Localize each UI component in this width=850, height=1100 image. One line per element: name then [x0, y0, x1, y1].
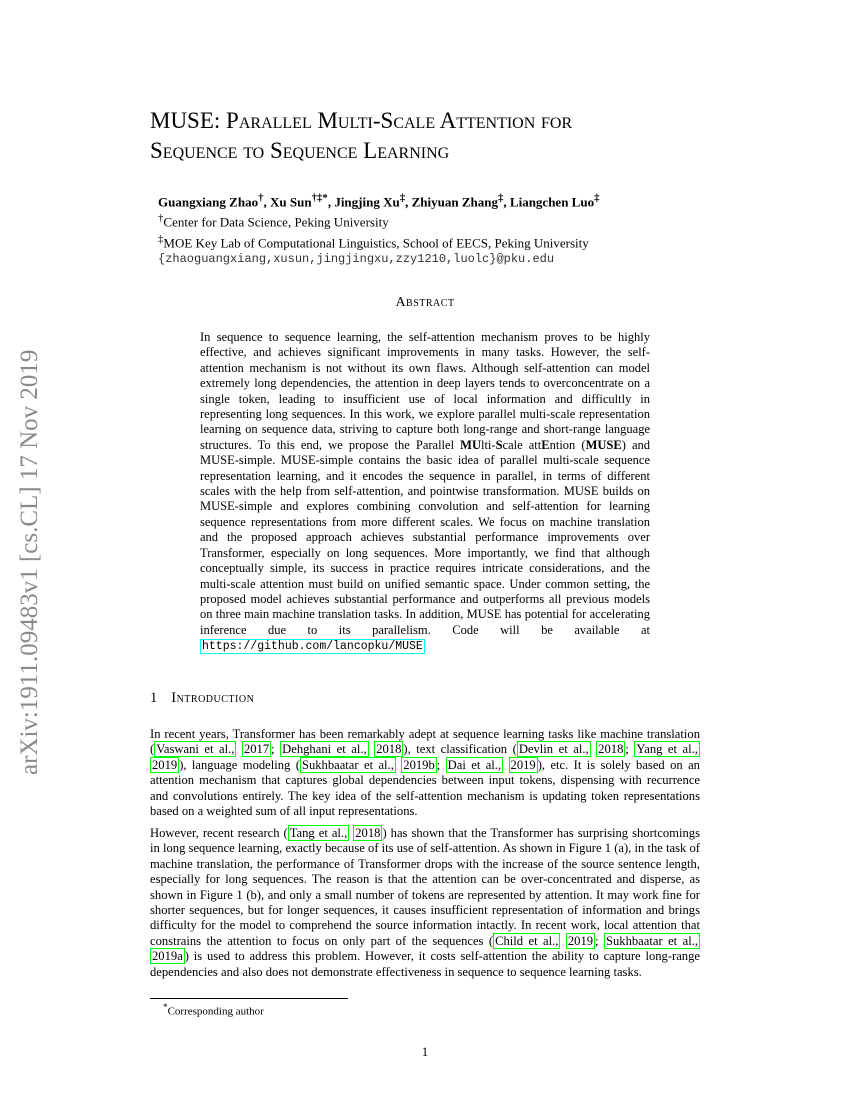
citation-link[interactable]: 2018 — [355, 826, 381, 840]
affiliation-text: MOE Key Lab of Computational Linguistics, School of EECS, Peking University — [163, 234, 589, 250]
citation-link[interactable]: Tang et al., — [289, 826, 348, 840]
author-mark: ‡ — [594, 192, 600, 204]
citation-link[interactable]: Devlin et al., — [518, 742, 589, 757]
body-text: ; — [595, 933, 604, 948]
abstract-text: In sequence to sequence learning, the self-attention mechanism proves to be highly effective, and achieves significant improvements in many tasks. However, the self-attention mechanism is not without its own flaws. Although self-attention can model extremely long dependencies, the attention in deep layers tends to overconcentrate on a single token, leading to insufficient use of local information and difficultly in representing long sequences. In this work, we explore parallel multi-scale representation learning on sequence data, striving to capture both long-range and short-range language structures. To this end, we propose the Parallel — [200, 330, 650, 452]
citation-link[interactable]: 2019 — [510, 757, 536, 772]
body-text: ; — [625, 742, 635, 757]
page-number: 1 — [421, 1044, 429, 1059]
body-text: In recent years, Transformer has been remarkably adept at sequence learning tasks like machine translation ( — [150, 727, 700, 757]
title-line1: Parallel Multi-Scale Attention for — [226, 108, 573, 133]
citation-link[interactable]: Sukhbaatar et al., — [605, 933, 698, 948]
section-number: 1 — [150, 690, 158, 706]
arxiv-stamp — [14, 290, 46, 775]
intro-paragraph-1 — [150, 727, 700, 819]
abstract-text: lti- — [480, 437, 496, 452]
author-name: Zhiyuan Zhang — [411, 194, 498, 210]
footnote-text: Corresponding author — [167, 1005, 264, 1018]
abstract-text: cale att — [502, 437, 542, 452]
author-name: Liangchen Luo — [509, 194, 595, 210]
citation-link[interactable]: Dai et al., — [447, 757, 502, 772]
abstract-text: ) and MUSE-simple. MUSE-simple contains the basic idea of parallel multi-scale sequence representation learning, and it encodes the sequence in parallel, in terms of different scales with the help from self-attention, and pointwise transformation. MUSE builds on MUSE-simple and explores combining convolution and self-attention for learning sequence representations from more different scales. We focus on machine translation and the proposed approach achieves substantial performance improvements over Transformer, especially on long sequences. More importantly, we find that although conceptually simple, its success in practice requires intricate considerations, and the multi-scale attention must build on unified semantic space. Under common setting, the proposed model achieves substantial performance and outperforms all previous models on three main machine translation tasks. In addition, MUSE has potential for accelerating inference due to its parallelism. Code will be available at — [200, 437, 650, 637]
abstract-bold: E — [541, 437, 550, 452]
abstract-bold: MU — [460, 437, 481, 452]
citation-link[interactable]: 2019 — [567, 933, 594, 948]
citation-link[interactable]: 2019 — [152, 757, 178, 772]
title-lead: MUSE: — [150, 108, 227, 133]
citation-link[interactable]: 2019a — [152, 949, 183, 964]
author-emails: {zhaoguangxiang,xusun,jingjingxu,zzy1210,luolc}@pku.edu — [158, 251, 555, 266]
body-text: ), etc. It is solely based on an attention mechanism that captures global dependencies between input tokens, dispensing with recurrence and convolutions entirely. The key idea of the self-attention mechanism is updating token representations based on a weighted sum of all input representations. — [150, 757, 700, 819]
body-text: ; — [436, 757, 446, 772]
abstract-heading: Abstract — [395, 295, 455, 310]
paper-title — [150, 106, 710, 166]
citation-link[interactable]: 2018 — [598, 742, 624, 757]
author-mark: ‡ — [399, 192, 406, 204]
citation-link[interactable]: Yang et al., — [636, 742, 698, 757]
abstract-bold: S — [495, 437, 503, 452]
citation-link[interactable]: Vaswani et al., — [156, 742, 235, 757]
section-heading — [150, 690, 254, 707]
intro-paragraph-2 — [150, 826, 700, 980]
citation-link[interactable]: 2018 — [376, 742, 402, 757]
author-name: Jingjing Xu — [334, 194, 400, 210]
footnote-divider — [150, 998, 348, 999]
affiliation-mark: ‡ — [158, 232, 164, 245]
body-text: ), language modeling ( — [179, 757, 300, 772]
abstract-bold: MUSE — [585, 437, 622, 452]
title-line2: Sequence to Sequence Learning — [150, 138, 450, 163]
affiliation-mark: † — [158, 212, 164, 225]
affiliation-text: Center for Data Science, Peking University — [163, 214, 389, 230]
citation-link[interactable]: Sukhbaatar et al., — [301, 757, 394, 772]
body-text: ) has shown that the Transformer has surprising shortcomings in long sequence learning, exactly because of its use of self-attention. As shown in Figure 1 (a), in the task of machine translation, the performance of Transformer drops with the increase of the source sentence length, especially for long sequences. The reason is that the attention can be over-concentrated and disperse, as shown in Figure 1 (b), and only a small number of tokens are represented by attention. It may work fine for shorter sequences, but for longer sequences, it causes insufficient representation of information and brings difficulty for the model to comprehend the source information intactly. In recent work, local attention that constrains the attention to focus on only part of the sequences ( — [150, 826, 700, 948]
body-text: ; — [271, 742, 281, 757]
section-title: Introduction — [171, 690, 255, 706]
author-name: Xu Sun — [270, 194, 312, 210]
author-mark: † — [258, 192, 264, 204]
affiliation-1 — [158, 210, 718, 230]
author-mark: †‡* — [311, 192, 328, 204]
author-block — [158, 190, 718, 267]
footnote — [163, 1002, 264, 1018]
footnote-mark: * — [163, 1002, 168, 1012]
citation-link[interactable]: 2019b — [403, 757, 435, 772]
affiliation-2 — [158, 231, 718, 251]
citation-link[interactable]: Dehghani et al., — [282, 742, 367, 757]
arxiv-stamp-text: arXiv:1911.09483v1 [cs.CL] 17 Nov 2019 — [16, 349, 43, 775]
author-list: Guangxiang Zhao†, Xu Sun†‡*, Jingjing Xu‡, Zhiyuan Zhang‡, Liangchen Luo‡ — [158, 192, 600, 210]
body-text: However, recent research ( — [150, 826, 288, 840]
author-mark: ‡ — [497, 192, 504, 204]
body-text: ) is used to address this problem. However, it costs self-attention the ability to capture long-range dependencies and also does not demonstrate effectiveness in sequence to sequence learning tasks. — [150, 949, 700, 979]
abstract-body — [200, 330, 650, 655]
body-text: ), text classification ( — [403, 742, 517, 757]
citation-link[interactable]: 2017 — [243, 742, 270, 757]
author-name: Guangxiang Zhao — [158, 194, 259, 210]
citation-link[interactable]: Child et al., — [495, 933, 559, 948]
code-link[interactable]: https://github.com/lancopku/MUSE — [202, 640, 423, 654]
abstract-text: ntion ( — [549, 437, 586, 452]
